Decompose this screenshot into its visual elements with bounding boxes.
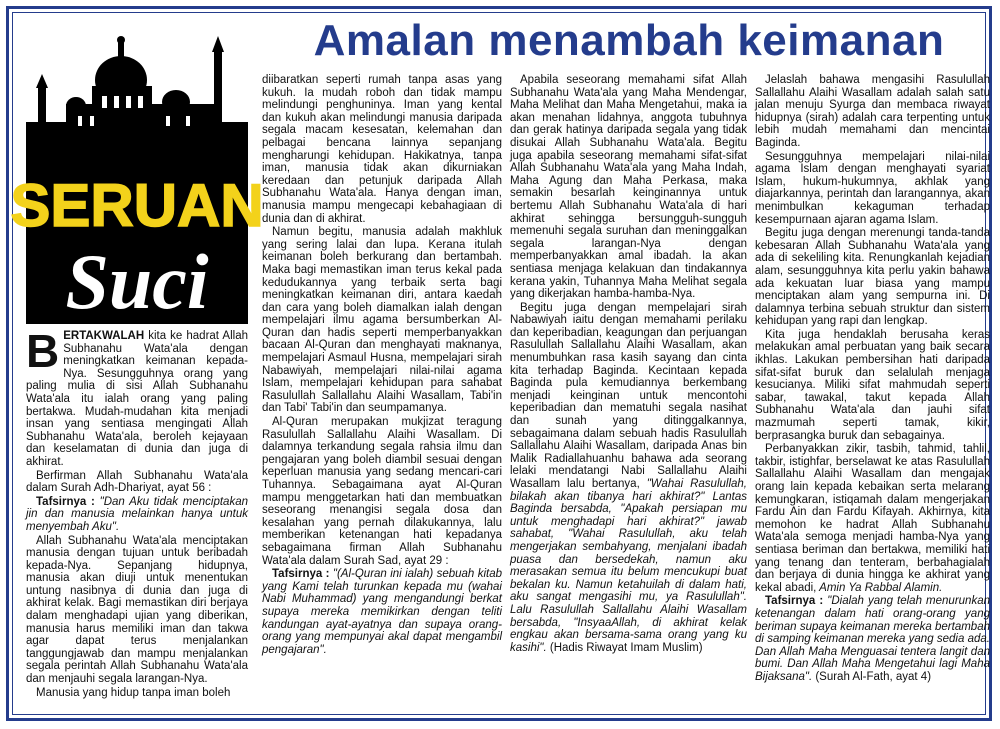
seruan-suci-logo (10, 26, 264, 325)
paragraph: Allah Subhanahu Wata'ala menciptakan manusia dengan tujuan untuk beribadah kepada-Nya. Sepanjang hidupnya, manusia akan diuji untuk menentukan untung nasibnya di dunia dan juga di akhirat kelak. Bagi memastikan diri berjaya dalam menghadapi ujian yang diberikan, manusia harus memiliki iman dan takwa agar dapat terus menjalankan tanggungjawab dan mampu menjalankan segala perintah Allah Subhanahu Wata'ala dan menjauhi segala larangan-Nya. (26, 534, 248, 686)
paragraph: Berfirman Allah Subhanahu Wata'ala dalam Surah Adh-Dhariyat, ayat 56 : (26, 469, 248, 495)
paragraph: Namun begitu, manusia adalah makhluk yang sering lalai dan lupa. Kerana itulah keimanan boleh berkurang dan bertambah. Maka bagi memastikan iman terus kekal pada kedudukannya yang terbaik serta bagi meningkatkan keimanan diri, antara kaedah dan cara yang boleh diamalkan ialah dengan mempelajari ilmu agama bersumberkan Al-Quran dan hadis seperti memperbanyakkan bacaan Al-Quran dan menghayati maknanya, mempelajari Asmaul Husna, mempelajari sirah Nabawiyah, mempelajari nilai-nilai agama Islam, mempelajari kehidupan para sahabat Rasulullah Sallallahu Alaihi Wasallam, Tabi'in dan Tabi' Tabi'in dan seumpamanya. (262, 226, 502, 415)
mosque-logo-graphic (10, 26, 264, 325)
paragraph: Sesungguhnya mempelajari nilai-nilai agama Islam dengan menghayati syariat Islam, hukum-hukumnya, akhlak yang diajarkannya, perintah dan larangannya, akan menimbulkan kekaguman terhadap kesempurnaan ajaran agama Islam. (755, 150, 990, 226)
lead-in: ERTAKWALAH (63, 330, 145, 342)
logo-word-seruan: SERUAN (10, 172, 264, 239)
opening-paragraph: BERTAKWALAH kita ke hadrat Allah Subhanahu Wata'ala dengan meningkatkan keimanan kepada-Nya. Sesungguhnya orang yang paling mulia di sisi Allah Subhanahu Wata'ala itu ialah orang yang paling bertakwa. Mudah-mudahan kita menjadi insan yang sentiasa mengingati Allah Subhanahu Wata'ala, beroleh kejayaan dan keselamatan di dunia dan juga di akhirat. (26, 325, 248, 468)
article-column-1 (26, 325, 248, 715)
closing-paragraph: Perbanyakkan zikir, tasbih, tahmid, tahlil, takbir, istighfar, berselawat ke atas Rasulullah Sallallahu Alaihi Wasallam dan mengajak orang lain kepada kebaikan serta melarang kemungkaran, istiqamah dalam mengerjakan Fardu Ain dan Fardu Kifayah. Akhirnya, kita memohon ke hadrat Allah Subhanahu Wata'ala semoga menjadi hamba-Nya yang sentiasa beriman dan bertakwa, memiliki hati yang tenang dan tenteram, berbahagialah dan berjaya di dunia hingga ke akhirat yang kekal abadi, Amin Ya Rabbal Alamin. (755, 443, 990, 594)
tafsir-paragraph: Tafsirnya : "(Al-Quran ini ialah) sebuah kitab yang Kami telah turunkan kepada mu (wahai Nabi Muhammad) yang mengandungi berkat supaya mereka memikirkan dengan teliti kandungan ayat-ayatnya dan supaya orang-orang yang mempunyai akal dapat mengambil pengajaran". (262, 568, 502, 656)
paragraph: diibaratkan seperti rumah tanpa asas yang kukuh. Ia mudah roboh dan tidak mampu melindungi penghuninya. Iman yang kental dan kukuh akan melindungi manusia daripada segala macam kesesatan, kelemahan dan pelbagai bencana lainnya sepanjang mengharungi kehidupan. Hakikatnya, tanpa iman, manusia tidak akan dikurniakan keredaan dan petunjuk daripada Allah Subhanahu Wata'ala. Hanya dengan iman, manusia mampu mengecapi kebahagiaan di dunia dan di akhirat. (262, 74, 502, 225)
paragraph: Kita juga hendaklah berusaha keras melakukan amal perbuatan yang baik secara ikhlas. Lakukan pembersihan hati daripada sifat-sifat buruk dan selalulah menjaga kesucianya. Miliki sifat mahmudah seperti sabar, tawakal, takut kepada Allah Subhanahu Wata'ala dan jauhi sifat mazmumah seperti tamak, kikir, berprasangka buruk dan sebagainya. (755, 328, 990, 442)
hadith-paragraph: Begitu juga dengan mempelajari sirah Nabawiyah iaitu dengan memahami perilaku dan keperibadian, keagungan dan perjuangan Rasulullah Sallallahu Alaihi Wasallam, akan menumbuhkan rasa kasih sayang dan cinta kita terhadap Baginda. Kecintaan kepada Baginda pula kemudiannya berkembang menjadi keinginan untuk mencontohi keperibadian dan mematuhi segala nasihat dan sunah yang ditinggalkannya, sebagaimana dalam sebuah hadis Rasulullah Sallallahu Alaihi Wasallam, daripada Anas bin Malik Radiallahuanhu bahawa ada seorang lelaki mendatangi Nabi Sallallahu Alaihi Wasallam lalu bertanya, "Wahai Rasulullah, bilakah akan tibanya hari akhirat?" Lantas Baginda bersabda, "Apakah persiapan mu untuk menghadapi hari akhirat?" jawab sahabat, "Wahai Rasulullah, aku telah mengerjakan sembahyang, menjalani ibadah puasa dan bersedekah, namun aku merasakan semua itu belum mencukupi buat bekalan ku. Namun ketahuilah di dalam hati, aku sangat mengasihi mu, ya Rasulullah". Lalu Rasulullah Sallallahu Alaihi Wasallam bersabda, "InsyaaAllah, di akhirat kelak engkau akan bersama-sama orang yang ku kasihi". (Hadis Riwayat Imam Muslim) (510, 301, 747, 654)
article-column-4 (755, 74, 990, 714)
paragraph: Al-Quran merupakan mukjizat teragung Rasulullah Sallallahu Alaihi Wasallam. Di dalamnya terkandung segala rahsia ilmu dan pengajaran yang boleh diambil sesuai dengan keperluan manusia yang sedang mencari-cari Tuhannya. Sebagaimana ayat Al-Quran mampu menggetarkan hati dan membuatkan seseorang menangisi segala dosa dan kesalahan yang pernah dilakukannya, lalu memberikan ketenangan hati kepadanya sebagaimana firman Allah Subhanahu Wata'ala dalam Surah Sad, ayat 29 : (262, 416, 502, 567)
article-column-3 (510, 74, 747, 714)
tafsir-paragraph: Tafsirnya : "Dialah yang telah menurunkan ketenangan dalam hati orang-orang yang beriman supaya keimanan mereka bertambah di samping keimanan mereka yang sedia ada. Dan Allah Maha Menguasai tentera langit dan bumi. Dan Allah Maha Mengetahui lagi Maha Bijaksana". (Surah Al-Fath, ayat 4) (755, 595, 990, 683)
paragraph: Apabila seseorang memahami sifat Allah Subhanahu Wata'ala yang Maha Mendengar, Maha Melihat dan Maha Mengetahui, maka ia akan menahan lidahnya, anggota tubuhnya dan gerak hatinya daripada segala yang tidak disukai Allah Subhanahu Wata'ala. Begitu juga apabila seseorang memahami sifat-sifat Allah Subhanahu Wata'ala yang Maha Indah, Maha Agung dan Maha Perkasa, maka semakin besarlah keinginannya untuk bertemu Allah Subhanahu Wata'ala di hari akhirat sehingga bersungguh-sungguh memenuhi segala suruhan dan meninggalkan segala larangan-Nya dengan memperbanyakkan amal ibadah. Ia akan sentiasa menjaga kelakuan dan tindakannya kerana yakin, Tuhannya Maha Melihat segala yang dikerjakan hamba-hamba-Nya. (510, 74, 747, 301)
logo-word-suci: Suci (65, 238, 209, 325)
paragraph: Begitu juga dengan merenungi tanda-tanda kebesaran Allah Subhanahu Wata'ala yang ada di sekeliling kita. Renungkanlah kejadian alam, sesungguhnya kita perlu yakin bahawa ada kekuatan luar biasa yang mampu menciptakan alam yang sempurna ini. Di dalamnya terbina sebuah struktur dan sistem kehidupan yang rapi dan lengkap. (755, 227, 990, 328)
tafsir-paragraph: Tafsirnya : "Dan Aku tidak menciptakan jin dan manusia melainkan hanya untuk menyembah Aku". (26, 495, 248, 533)
drop-cap: B (26, 325, 60, 377)
paragraph: Jelaslah bahawa mengasihi Rasulullah Sallallahu Alaihi Wasallam adalah salah satu jalan menuju Syurga dan membaca riwayat hidupnya (sirah) adalah cara terpenting untuk lebih mudah memahami dan mencintai Baginda. (755, 74, 990, 149)
paragraph: Manusia yang hidup tanpa iman boleh (36, 686, 231, 699)
headline: Amalan menambah keimanan (313, 16, 945, 65)
article-column-2 (262, 74, 502, 714)
